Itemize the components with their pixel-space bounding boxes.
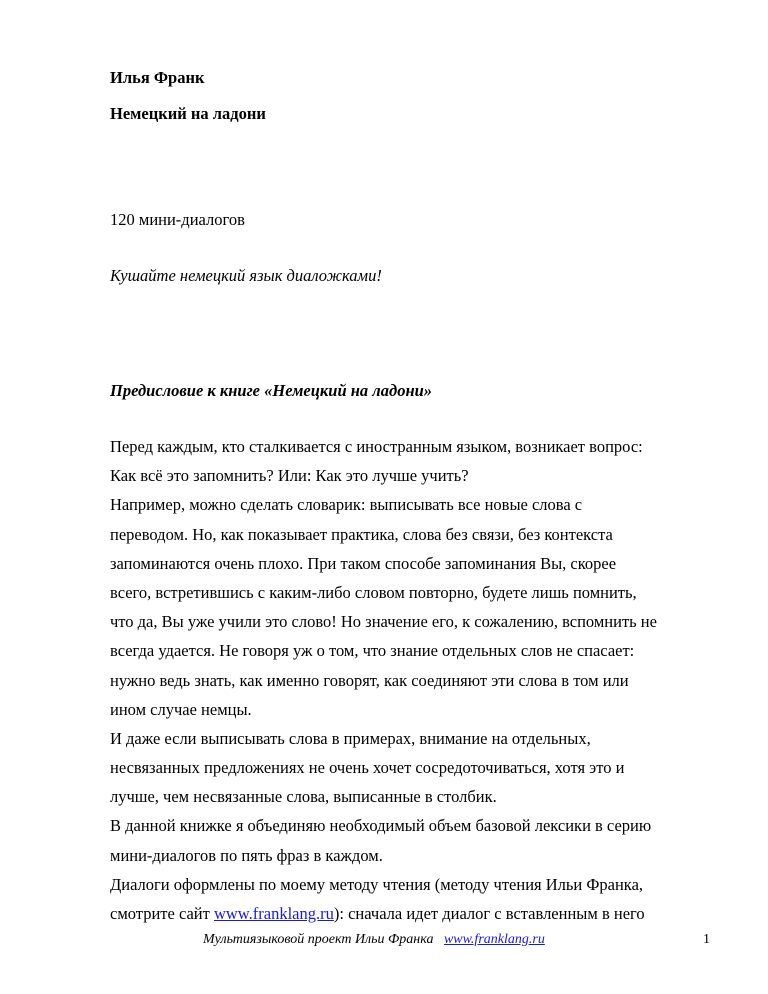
book-title: Немецкий на ладони xyxy=(110,104,266,123)
subtitle: 120 мини-диалогов xyxy=(110,210,245,229)
preface-heading: Предисловие к книге «Немецкий на ладони» xyxy=(110,381,433,400)
paragraph-line: запоминаются очень плохо. При таком способе запоминания Вы, скорее xyxy=(110,553,617,573)
paragraph-line: нужно ведь знать, как именно говорят, как соединяют эти слова в том или xyxy=(110,670,629,690)
paragraph-line: всегда удается. Не говоря уж о том, что знание отдельных слов не спасает: xyxy=(110,641,635,661)
paragraph-line: что да, Вы уже учили это слово! Но значение его, к сожалению, вспомнить не xyxy=(110,612,657,632)
paragraph-line: несвязанных предложениях не очень хочет сосредоточиваться, хотя это и xyxy=(110,758,625,778)
franklang-link[interactable]: www.franklang.ru xyxy=(213,904,334,923)
preface-body xyxy=(110,432,730,928)
line-prefix: смотрите сайт xyxy=(110,904,214,923)
paragraph-line: лучше, чем несвязанные слова, выписанные в столбик. xyxy=(110,787,497,807)
page-footer xyxy=(0,932,768,952)
paragraph-line: В данной книжке я объединяю необходимый объем базовой лексики в серию xyxy=(110,816,652,836)
paragraph-line: Например, можно сделать словарик: выписывать все новые слова с xyxy=(110,495,583,515)
paragraph-line: Перед каждым, кто сталкивается с иностранным языком, возникает вопрос: xyxy=(110,437,643,456)
paragraph-line: Как всё это запомнить? Или: Как это лучше учить? xyxy=(110,466,469,486)
paragraph-line: ином случае немцы. xyxy=(110,699,252,719)
paragraph-line-with-link xyxy=(110,899,730,928)
tagline: Кушайте немецкий язык диаложками! xyxy=(110,266,382,285)
footer-project xyxy=(203,932,545,948)
footer-project-text: Мультиязыковой проект Ильи Франка xyxy=(203,932,434,947)
footer-link[interactable]: www.franklang.ru xyxy=(443,932,545,947)
line-suffix: ): сначала идет диалог с вставленным в него xyxy=(333,904,645,923)
page-number: 1 xyxy=(703,932,710,947)
paragraph-line: И даже если выписывать слова в примерах, внимание на отдельных, xyxy=(110,728,591,748)
author-name: Илья Франк xyxy=(110,68,205,87)
paragraph-line: всего, встретившись с каким-либо словом повторно, будете лишь помнить, xyxy=(110,582,637,602)
paragraph-line: мини-диалогов по пять фраз в каждом. xyxy=(110,845,383,865)
paragraph-line: Диалоги оформлены по моему методу чтения (методу чтения Ильи Франка, xyxy=(110,874,644,894)
paragraph-line: переводом. Но, как показывает практика, слова без связи, без контекста xyxy=(110,524,613,544)
